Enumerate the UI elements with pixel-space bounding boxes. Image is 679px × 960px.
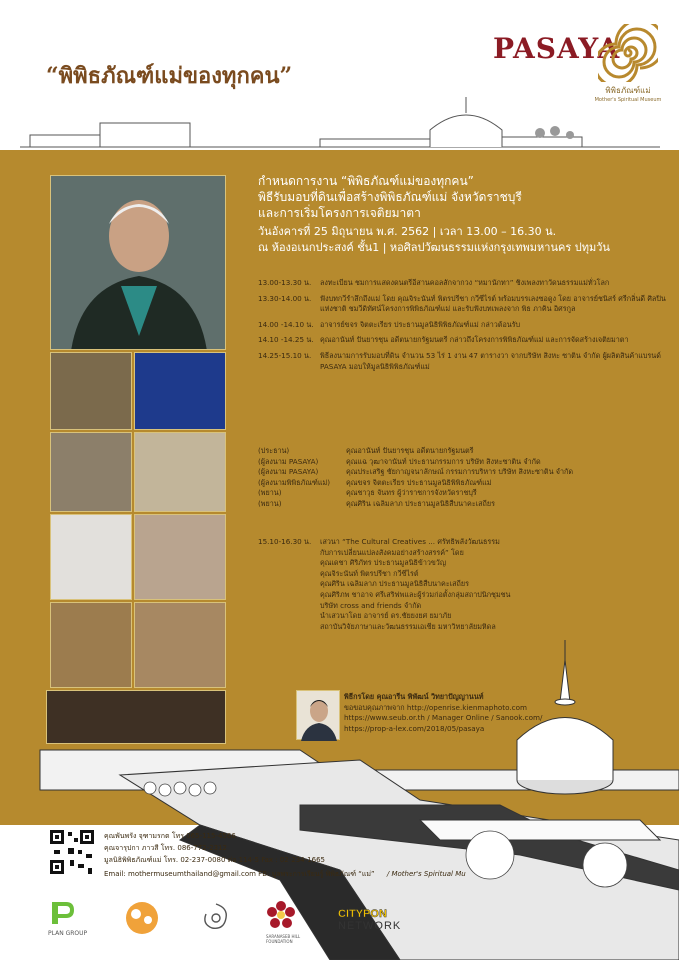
credit-line: https://prop-a-lex.com/2018/05/pasaya [344, 723, 485, 733]
event-line1: กำหนดการงาน “พิพิธภัณฑ์แม่ของทุกคน” [258, 174, 474, 188]
photo-man-suit [50, 514, 132, 600]
schedule-item [258, 335, 668, 346]
schedule-item [258, 320, 668, 331]
sponsor-orange-logo [122, 900, 162, 940]
photo-singer [134, 352, 226, 430]
role-label: (ผู้ลงนาม PASAYA) [258, 456, 319, 466]
schedule-desc: ฟังบทกวีรำลึกถึงแม่ โดย คุณจิระนันท์ พิตรปรีชา กวีซีไรต์ พร้อมบรรเลงซอดูง โดย อาจารย์ชนิสร์ ศรีกลิ่นดี ศิลปินแห่งชาติ ชมวีดิทัศน์โครงการพิพิธภัณฑ์แม่ และรับฟังบทเพลงจาก พิธ ภาคิน อิศรกูล [320, 293, 666, 314]
host-line: พิธีกรโดย คุณอารีน พิพัฒน์ วิทยาปัญญานนท์ [344, 692, 484, 701]
role-label: (พยาน) [258, 488, 282, 498]
plan-group-logo [48, 900, 87, 937]
citypon-network-logo [338, 908, 401, 932]
role-row [258, 478, 668, 489]
photo-man-glasses [50, 432, 132, 512]
role-name: คุณอานันท์ ปันยารชุน อดีตนายกรัฐมนตรี [346, 446, 474, 455]
role-label: (พยาน) [258, 498, 282, 508]
event-venue: ณ ห้องอเนกประสงค์ ชั้น1 | หอศิลปวัฒนธรรมแห่งกรุงเทพมหานคร ปทุมวัน [258, 241, 610, 254]
qr-code[interactable] [48, 828, 96, 876]
role-row [258, 446, 668, 457]
contact-line: คุณพันพรัง จุฑามรกต โทร 065-115-4566 [104, 832, 236, 840]
schedule-list [258, 278, 668, 377]
schedule-time: 14.25-15.10 น. [258, 350, 312, 360]
email-line [104, 869, 466, 880]
museum-signature: / Mother's Spiritual Mu [386, 870, 466, 878]
role-name: คุณขจร จิตตะเรียร ประธานมูลนิธิพิพิธภัณฑ์แม่ [346, 477, 492, 487]
schedule-item [258, 278, 668, 289]
role-row [258, 499, 668, 510]
role-label: (ผู้ลงนามพิพิธภัณฑ์แม่) [258, 477, 331, 487]
photo-elder-woman [134, 514, 226, 600]
role-row [258, 488, 668, 499]
role-name: คุณศิริน เฉลิมลาภ ประธานมูลนิธิสืบนาคะเสถียร [346, 498, 495, 508]
building-sketch-top [0, 95, 679, 155]
panel-line: คุณจิระนันท์ พิตรปรีชา กวีซีไรต์ [320, 568, 419, 578]
credit-line: https://www.seub.or.th / Manager Online / Sanook.com/ [344, 713, 543, 723]
sponsor-swirl-logo [198, 900, 234, 940]
schedule-item [258, 537, 668, 632]
sponsor-logos [48, 900, 608, 944]
contact-line: มูลนิธิพิพิธภัณฑ์แม่ โทร. 02-237-0080 ต่อ 114-5 Fax : 02-234-1665 [104, 856, 325, 864]
museum-swirl-logo [598, 24, 658, 82]
schedule-time: 14.00 -14.10 น. [258, 319, 314, 329]
panel-lines [320, 537, 668, 632]
schedule-desc: คุณอานันท์ ปันยารชุน อดีตนายกรัฐมนตรี กล่าวถึงโครงการพิพิธภัณฑ์แม่ และการจัดสร้างเจติยมาตา [320, 335, 629, 345]
panel-line: บริษัท cross and friends จำกัด [320, 600, 422, 610]
schedule-item [258, 294, 668, 315]
role-label: (ผู้ลงนาม PASAYA) [258, 467, 319, 477]
email-fb: Email: mothermuseumthailand@gmail.com FB: มูลพระการเรียนรู้ พิพิธภัณฑ์ “แม่” [104, 870, 375, 878]
panel-line: สถาบันวิจัยภาษาและวัฒนธรรมเอเชีย มหาวิทยาลัยมหิดล [320, 621, 496, 631]
panel-line: คุณศิริน เฉลิมลาภ ประธานมูลนิธิสืบนาคะเสถียร [320, 579, 469, 589]
schedule-time: 14.10 -14.25 น. [258, 335, 314, 345]
pasaya-logo: PASAYA [493, 32, 621, 65]
plan-group-label: PLAN GROUP [48, 930, 88, 937]
network-label: NETWORK [338, 920, 402, 932]
role-name: คุณประเสริฐ ชัยกาญจนาลักษณ์ กรรมการบริหาร บริษัท สิงหะซาติน จำกัด [346, 467, 574, 477]
panel-line: เสวนา “The Cultural Creatives ... ศรัทธิพลังวัฒนธรรม [320, 537, 500, 546]
schedule-desc: อาจารย์ขจร จิตตะเรียร ประธานมูลนิธิพิพิธภัณฑ์แม่ กล่าวต้อนรับ [320, 319, 521, 329]
photo-woman-speaker [50, 352, 132, 430]
photo-official-uniform [134, 432, 226, 512]
role-row [258, 457, 668, 468]
contact-info [104, 830, 325, 866]
event-line2: พิธีรับมอบที่ดินเพื่อสร้างพิพิธภัณฑ์แม่ จังหวัดราชบุรี [258, 190, 522, 204]
schedule-desc: ลงทะเบียน ชมการแสดงดนตรีอีสานคอลสักจากวง “หมานักทา” ชิงเพลงทาวัดนธรรมแม่ทั่วโลก [320, 278, 610, 287]
role-label: (ประธาน) [258, 446, 290, 455]
credit-line: ขอขอบคุณภาพจาก http://openrise.kienmaphoto.com [344, 702, 528, 712]
panel-line: กับการเปลี่ยนแปลงสังคมอย่างสร้างสรรค์” โดย [320, 547, 464, 557]
schedule-time: 13.00-13.30 น. [258, 278, 312, 287]
citypon-label: CITYPON [338, 908, 387, 920]
schedule-time: 13.30-14.00 น. [258, 293, 312, 303]
panel-line: คุณศิริภพ ชาอาจ ศรีเสริฟพและผู้ร่วมก่อตั้งกลุ่มสถาปนิกชุมชน [320, 589, 511, 599]
museum-logo-th: พิพิธภัณฑ์แม่ [605, 86, 651, 95]
photo-main-elder [50, 175, 226, 350]
panel-discussion [258, 537, 668, 637]
contact-line: คุณจารุปกา ภาวสี โทร. 086-772-2312 [104, 844, 227, 852]
role-name: คุณชาวุธ จันทร ผู้ว่าราชการจังหวัดราชบุรี [346, 488, 477, 498]
event-heading [258, 173, 668, 256]
museum-logo-en: Mother's Spiritual Museum [594, 97, 662, 103]
panel-line: คุณเดชา ศิริภัทร ประธานมูลนิธิข้าวขวัญ [320, 558, 446, 568]
schedule-time: 15.10-16.30 น. [258, 537, 312, 546]
schedule-item [258, 351, 668, 372]
signing-roles [258, 446, 668, 510]
flower-foundation-logo [266, 900, 326, 944]
role-name: คุณแฉ วุฒาจานันท์ ประธานกรรมการ บริษัท สิงหะซาติน จำกัด [346, 456, 541, 466]
event-line3: และการเริ่มโครงการเจติยมาตา [258, 206, 421, 220]
flower-foundation-label: SARANASEB HILL FOUNDATION [266, 934, 301, 944]
poster-title: “พิพิธภัณฑ์แม่ของทุกคน” [46, 63, 293, 89]
event-date: วันอังคารที่ 25 มิถุนายน พ.ศ. 2562 | เวลา 13.00 – 16.30 น. [258, 225, 557, 238]
role-row [258, 467, 668, 478]
panel-line: นำเสวนาโดย อาจารย์ ดร.ชัยยงยศ ยมาภัย [320, 611, 452, 621]
schedule-desc: พิธีลงนามการรับมอบที่ดิน จำนวน 53 ไร่ 1 งาน 47 ตารางวา จากบริษัท สิงหะ ซาติน จำกัด ผู้ผลิตสินค้าแบรนด์ PASAYA มอบให้มูลนิธิพิพิธภัณฑ์แม่ [320, 350, 661, 371]
